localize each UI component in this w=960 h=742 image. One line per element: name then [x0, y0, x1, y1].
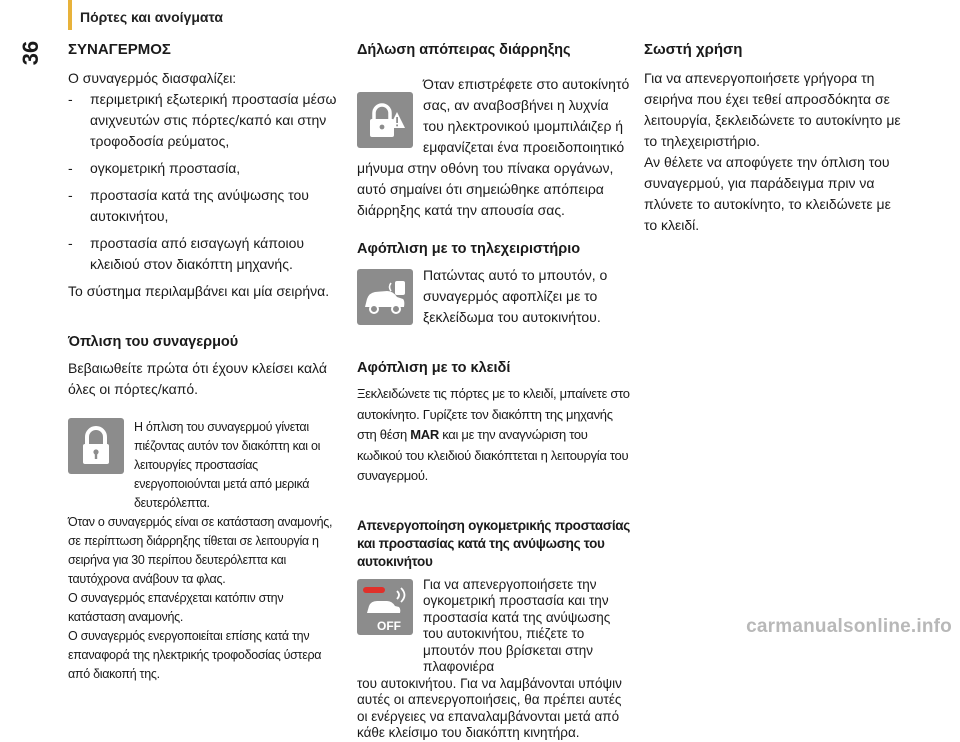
- volumetric-icon-block: [357, 577, 632, 676]
- arming-text: Βεβαιωθείτε πρώτα ότι έχουν κλείσει καλά όλες οι πόρτες/καπό.: [68, 360, 327, 397]
- arming-heading: Όπλιση του συναγερμού: [68, 334, 239, 350]
- header-accent-bar: [68, 0, 72, 30]
- volumetric-text: Για να απενεργοποιήσετε την ογκομετρική προστασία και την προστασία κατά της ανύψωσης του αυτοκινήτου, πιέζετε το μπουτόν που βρίσκεται στην πλαφονιέρα: [423, 576, 611, 674]
- chapter-title: Πόρτες και ανοίγματα: [80, 9, 223, 25]
- arming-paragraph: Όταν ο συναγερμός είναι σε κατάσταση αναμονής, σε περίπτωση διάρρηξης τίθεται σε λειτουργία η σειρήνα για 30 περίπου δευτερόλεπτα και ταυτόχρονα ανάβουν τα φλας.: [68, 515, 333, 586]
- key-text-part: Ξεκλειδώνετε τις πόρτες με το κλειδί, μπαίνετε στο αυτοκίνητο. Γυρίζετε τον διακόπτη της μηχανής στη θέση: [357, 386, 630, 442]
- arming-icon-text: Η όπλιση του συναγερμού γίνεται πιέζοντας αυτόν τον διακόπτη και οι λειτουργίες προστασίας ενεργοποιούνται μετά από μερικά δευτερόλεπτα.: [134, 420, 321, 510]
- remote-text: Πατώντας αυτό το μπουτόν, ο συναγερμός αφοπλίζει με το ξεκλείδωμα του αυτοκινήτου.: [423, 267, 608, 325]
- key-text: [357, 384, 632, 487]
- arming-paragraph: Ο συναγερμός ενεργοποιείται επίσης κατά την επαναφορά της ηλεκτρικής τροφοδοσίας ύστερα από διακοπή της.: [68, 629, 322, 681]
- alarm-feature-list: [68, 89, 343, 275]
- remote-heading: Αφόπλιση με το τηλεχειριστήριο: [357, 241, 581, 257]
- padlock-icon: [68, 418, 124, 474]
- alarm-siren-note: Το σύστημα περιλαμβάνει και μία σειρήνα.: [68, 283, 330, 299]
- key-position-label: MAR: [410, 427, 439, 442]
- correct-use-heading: Σωστή χρήση: [644, 41, 743, 58]
- volumetric-heading: Απενεργοποίηση ογκομετρικής προστασίας και προστασίας κατά της ανύψωσης του αυτοκινήτου: [357, 517, 631, 569]
- column-1: [68, 40, 343, 684]
- correct-use-text: Αν θέλετε να αποφύγετε την όπλιση του συναγερμού, για παράδειγμα πριν να πλύνετε το αυτοκίνητο, το κλειδώνετε με το κλειδί.: [644, 154, 891, 233]
- alarm-intro: Ο συναγερμός διασφαλίζει:: [68, 70, 237, 86]
- declare-text: Όταν επιστρέφετε στο αυτοκίνητό σας, αν αναβοσβήνει η λυχνία του ηλεκτρονικού ιμομπιλάιζερ ή εμφανίζεται ένα προειδοποιητικό: [423, 76, 630, 155]
- column-2: [357, 40, 632, 742]
- declare-heading: Δήλωση απόπειρας διάρρηξης: [357, 42, 571, 58]
- declare-icon-block: [357, 74, 632, 158]
- key-heading: Αφόπλιση με το κλειδί: [357, 360, 511, 376]
- locked-car-warning-icon: [357, 92, 413, 148]
- off-label: OFF: [377, 618, 401, 633]
- volumetric-text-cont: του αυτοκινήτου. Για να λαμβάνονται υπόψιν αυτές οι απενεργοποιήσεις, θα πρέπει αυτές οι ενέργειες να επαναλαμβάνονται μετά από κάθε κλείσιμο του διακόπτη κινητήρα.: [357, 675, 622, 740]
- remote-unlock-icon: [357, 269, 413, 325]
- correct-use-text: Για να απενεργοποιήσετε γρήγορα τη σειρήνα που έχει τεθεί απροσδόκητα σε λειτουργία, ξεκλειδώνετε το αυτοκίνητο με το τηλεχειριστήριο.: [644, 70, 901, 149]
- arming-paragraph: Ο συναγερμός επανέρχεται κατόπιν στην κατάσταση αναμονής.: [68, 591, 284, 624]
- remote-icon-block: [357, 265, 632, 328]
- arming-icon-block: [68, 418, 343, 513]
- declare-text-cont: μήνυμα στην οθόνη του πίνακα οργάνων, αυτό σημαίνει ότι σημειώθηκε απόπειρα διάρρηξης κατά την απουσία σας.: [357, 160, 614, 218]
- volumetric-off-icon: [357, 579, 413, 635]
- list-item: - προστασία κατά της ανύψωσης του αυτοκινήτου,: [68, 185, 343, 227]
- key-text-part: και με την αναγνώριση του κωδικού του κλειδιού διακόπτεται η λειτουργία του συναγερμού.: [357, 427, 629, 483]
- alarm-heading: ΣΥΝΑΓΕΡΜΟΣ: [68, 41, 171, 58]
- list-item: - περιμετρική εξωτερική προστασία μέσω ανιχνευτών στις πόρτες/καπό και στην τροφοδοσία ρεύματος,: [68, 89, 343, 152]
- page-number: 36: [18, 40, 43, 66]
- column-3: [644, 40, 904, 236]
- list-item: - ογκομετρική προστασία,: [68, 158, 343, 179]
- watermark: carmanualsonline.info: [746, 616, 952, 637]
- list-item: - προστασία από εισαγωγή κάποιου κλειδιού στον διακόπτη μηχανής.: [68, 233, 343, 275]
